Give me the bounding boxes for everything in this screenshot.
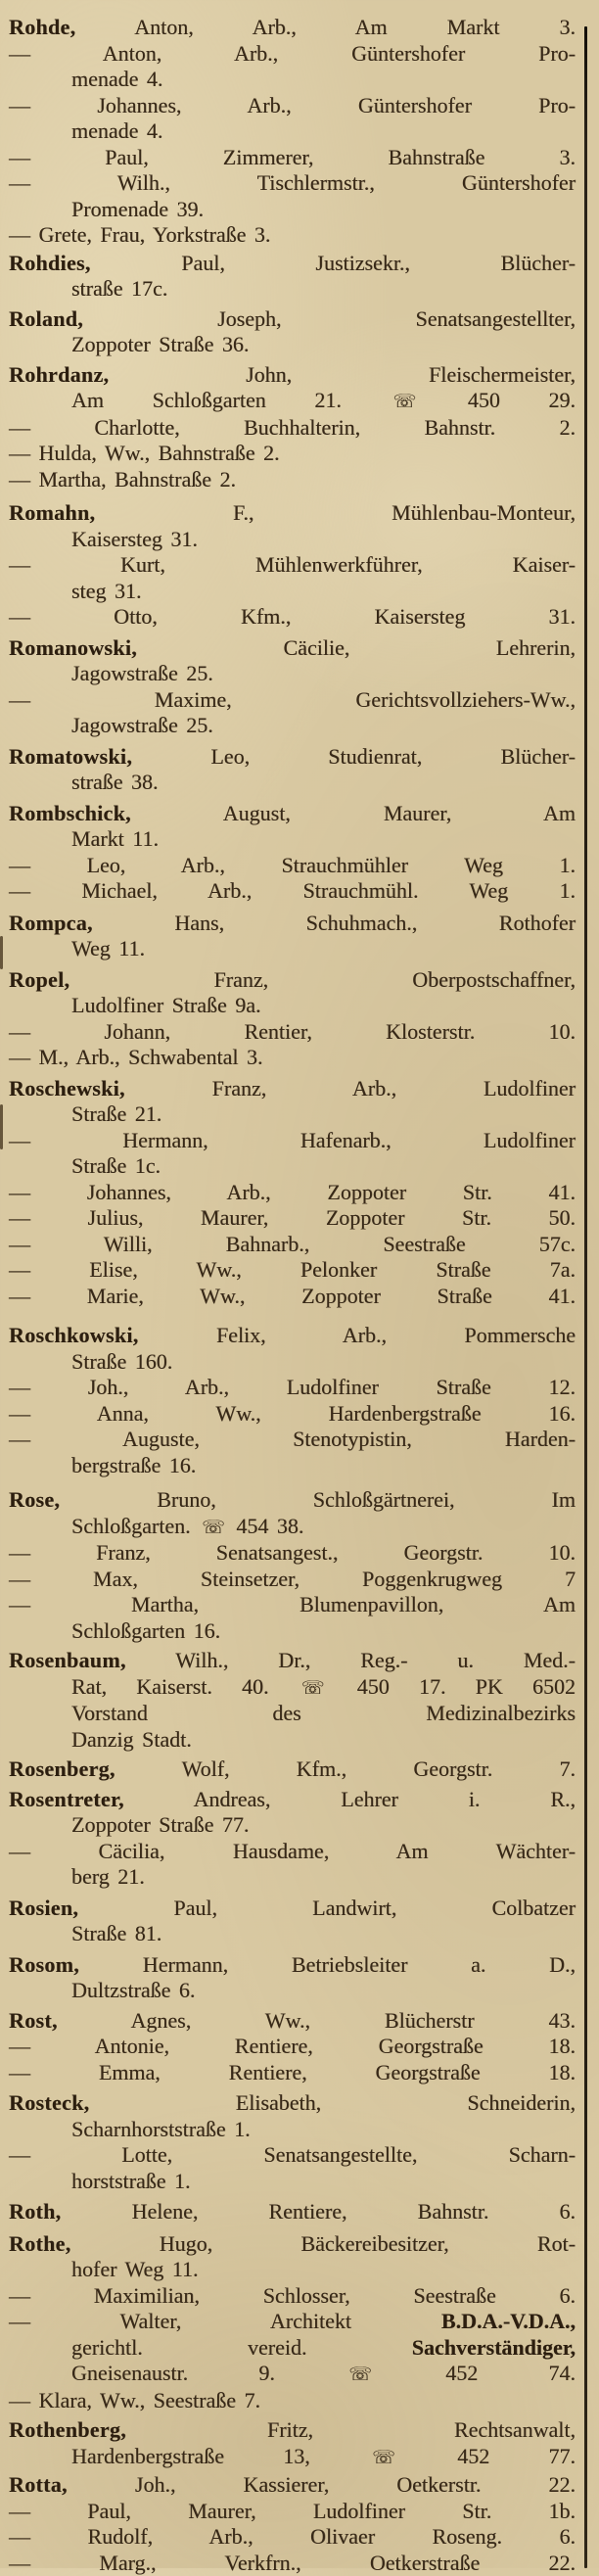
entry-text: Wolf, Kfm., Georgstr. 7. xyxy=(115,1756,576,1781)
entry-text: Scharnhorststraße 1. xyxy=(71,2117,251,2141)
entry-head-line xyxy=(9,1487,576,1514)
entry-text: Hans, Schuhmach., Rothofer xyxy=(93,911,576,935)
entry-continuation-line xyxy=(9,527,576,553)
entry-text: Promenade 39. xyxy=(71,197,204,221)
surname-text: Rotta, xyxy=(9,2472,68,2497)
entry-text: — Willi, Bahnarb., Seestraße 57c. xyxy=(9,1232,576,1256)
entry-dash-line xyxy=(9,2142,576,2169)
surname-text: Rombschick, xyxy=(9,801,131,825)
entry-text: 452 77. xyxy=(398,2444,576,2468)
surname-text: Roschkowski, xyxy=(9,1323,139,1347)
entry-head-line xyxy=(9,1648,576,1674)
entry-head-line xyxy=(9,967,576,994)
entry-head-line xyxy=(9,500,576,527)
entry-text: August, Maurer, Am xyxy=(131,801,576,825)
entry-text: Franz, Oberpostschaffner, xyxy=(69,967,576,992)
entry-dash-line xyxy=(9,93,576,119)
entry-head-line xyxy=(9,2008,576,2035)
entry-text: Elisabeth, Schneiderin, xyxy=(89,2090,576,2115)
entry-continuation-line xyxy=(9,1453,576,1479)
entry-text: Zoppoter Straße 36. xyxy=(71,332,249,356)
entry-text: berg 21. xyxy=(71,1864,145,1889)
entry-text: — Kurt, Mühlenwerkführer, Kaiser- xyxy=(9,552,576,577)
entry-text: — Antonie, Rentiere, Georgstraße 18. xyxy=(9,2034,576,2058)
entry-dash-line xyxy=(9,1427,576,1453)
entry-text: gerichtl. vereid. xyxy=(71,2335,412,2360)
entry-text: 452 74. xyxy=(375,2361,576,2385)
entry-continuation-line xyxy=(9,388,576,415)
entry-text: 450 17. PK 6502 xyxy=(328,1674,576,1699)
surname-text: Rothe, xyxy=(9,2231,71,2256)
entry-text: — Johannes, Arb., Güntershofer Pro- xyxy=(9,93,576,117)
entry-continuation-line xyxy=(9,826,576,853)
entry-continuation-line xyxy=(9,2444,576,2471)
entry-text: hofer Weg 11. xyxy=(71,2257,198,2281)
entry-text: steg 31. xyxy=(71,579,141,603)
entry-text: — Maxime, Gerichtsvollziehers-Ww., xyxy=(9,687,576,712)
entry-text: 450 29. xyxy=(419,388,576,412)
entry-dash-line xyxy=(9,604,576,631)
entry-continuation-line xyxy=(9,1674,576,1702)
entry-text: Jagowstraße 25. xyxy=(71,661,213,685)
entry-text: — Joh., Arb., Ludolfiner Straße 12. xyxy=(9,1375,576,1399)
entry-head-line xyxy=(9,2199,576,2225)
entry-text: Anton, Arb., Am Markt 3. xyxy=(75,15,576,39)
entry-text: — Rudolf, Arb., Olivaer Roseng. 6. xyxy=(9,2524,576,2549)
surname-text: Rosteck, xyxy=(9,2090,89,2115)
entry-text: Straße 21. xyxy=(71,1101,161,1126)
entry-continuation-line xyxy=(9,993,576,1019)
entry-dash-line xyxy=(9,1045,576,1071)
phone-icon: ☏ xyxy=(369,2447,398,2468)
entry-head-line xyxy=(9,1896,576,1922)
entry-head-line xyxy=(9,1076,576,1102)
entry-continuation-line xyxy=(9,67,576,93)
surname-text: Rohde, xyxy=(9,15,75,39)
entry-text: Gneisenaustr. 9. xyxy=(71,2361,346,2385)
entry-text: Franz, Arb., Ludolfiner xyxy=(125,1076,576,1101)
entry-text: menade 4. xyxy=(71,67,162,91)
entry-head-line xyxy=(9,635,576,662)
entry-dash-line xyxy=(9,1839,576,1865)
surname-text: Roland, xyxy=(9,306,83,331)
entry-text: Rat, Kaiserst. 40. xyxy=(71,1674,299,1699)
entry-continuation-line xyxy=(9,118,576,145)
entry-continuation-line xyxy=(9,1101,576,1128)
entry-head-line xyxy=(9,2090,576,2117)
entry-text: — Paul, Maurer, Ludolfiner Str. 1b. xyxy=(9,2499,576,2523)
entry-text: — Leo, Arb., Strauchmühler Weg 1. xyxy=(9,853,576,877)
entry-dash-line xyxy=(9,415,576,442)
entry-text: — Paul, Zimmerer, Bahnstraße 3. xyxy=(9,145,576,169)
entry-dash-line xyxy=(9,1180,576,1206)
surname-text: Ropel, xyxy=(9,967,69,992)
entry-dash-line xyxy=(9,1592,576,1618)
entry-continuation-line xyxy=(9,1153,576,1180)
entry-dash-line xyxy=(9,2283,576,2310)
entry-head-line xyxy=(9,251,576,277)
entry-text: — Otto, Kfm., Kaisersteg 31. xyxy=(9,604,576,629)
entry-text: — Maximilian, Schlosser, Seestraße 6. xyxy=(9,2283,576,2308)
entry-continuation-line xyxy=(9,2361,576,2388)
entry-text: Cäcilie, Lehrerin, xyxy=(137,635,576,660)
entry-text: — Emma, Rentiere, Georgstraße 18. xyxy=(9,2060,576,2084)
entry-text: 454 38. xyxy=(228,1514,304,1538)
entry-text: Andreas, Lehrer i. R., xyxy=(124,1787,576,1811)
entry-text: menade 4. xyxy=(71,118,162,143)
entry-head-line xyxy=(9,744,576,771)
entry-text: — Grete, Frau, Yorkstraße 3. xyxy=(9,222,270,247)
entry-continuation-line xyxy=(9,1921,576,1947)
surname-text: Rompca, xyxy=(9,911,93,935)
entry-continuation-line xyxy=(9,332,576,358)
entry-text: Agnes, Ww., Blücherstr 43. xyxy=(58,2008,576,2033)
entry-continuation-line xyxy=(9,1701,576,1727)
entry-text: F., Mühlenbau-Monteur, xyxy=(95,500,576,525)
entry-continuation-line xyxy=(9,197,576,223)
entry-text: — Charlotte, Buchhalterin, Bahnstr. 2. xyxy=(9,415,576,440)
surname-text: Rosien, xyxy=(9,1896,78,1920)
entry-continuation-line xyxy=(9,1514,576,1541)
entry-text: Wilh., Dr., Reg.- u. Med.- xyxy=(126,1648,576,1672)
entry-text: Markt 11. xyxy=(71,826,159,851)
surname-text: Rose, xyxy=(9,1487,60,1512)
surname-text: Romahn, xyxy=(9,500,95,525)
entry-dash-line xyxy=(9,1375,576,1401)
entry-text: Schloßgarten. xyxy=(71,1514,199,1538)
entry-text: — Wilh., Tischlermstr., Güntershofer xyxy=(9,170,576,195)
entry-dash-line xyxy=(9,552,576,579)
surname-text: Rohrdanz, xyxy=(9,362,109,387)
entry-continuation-line xyxy=(9,1864,576,1891)
entry-text: — Marie, Ww., Zoppoter Straße 41. xyxy=(9,1284,576,1308)
surname-text: Rosom, xyxy=(9,1952,79,1977)
phone-icon: ☏ xyxy=(199,1517,228,1538)
entry-text: Danzig Stadt. xyxy=(71,1727,192,1752)
entry-text: — Johannes, Arb., Zoppoter Str. 41. xyxy=(9,1180,576,1204)
entry-continuation-line xyxy=(9,1618,576,1645)
surname-text: Rost, xyxy=(9,2008,58,2033)
surname-text: Romatowski, xyxy=(9,744,132,769)
entry-continuation-line xyxy=(9,2257,576,2283)
entry-text: Weg 11. xyxy=(71,936,145,960)
entry-text: — Elise, Ww., Pelonker Straße 7a. xyxy=(9,1257,576,1282)
entry-text: Hugo, Bäckereibesitzer, Rot- xyxy=(71,2231,576,2256)
entry-head-line xyxy=(9,2231,576,2258)
entry-dash-line xyxy=(9,1567,576,1593)
surname-text: Romanowski, xyxy=(9,635,137,660)
entry-text: — Anna, Ww., Hardenbergstraße 16. xyxy=(9,1401,576,1426)
entry-text: horststraße 1. xyxy=(71,2169,191,2193)
surname-text: Rosentreter, xyxy=(9,1787,124,1811)
entry-text: bergstraße 16. xyxy=(71,1453,196,1477)
entry-head-line xyxy=(9,306,576,333)
entry-text: John, Fleischermeister, xyxy=(109,362,576,387)
entry-dash-line xyxy=(9,878,576,905)
entry-text: straße 38. xyxy=(71,770,159,794)
surname-text: Roth, xyxy=(9,2199,61,2224)
entry-text: — Auguste, Stenotypistin, Harden- xyxy=(9,1427,576,1451)
entry-continuation-line xyxy=(9,713,576,739)
entry-text: Fritz, Rechtsanwalt, xyxy=(126,2417,576,2442)
entry-text: Paul, Justizsekr., Blücher- xyxy=(91,251,576,275)
phone-icon: ☏ xyxy=(346,2364,375,2385)
entry-text: — Walter, Architekt xyxy=(9,2309,441,2333)
entry-text: Straße 1c. xyxy=(71,1153,161,1178)
entry-text: Dultzstraße 6. xyxy=(71,1978,195,2002)
entry-continuation-line xyxy=(9,770,576,796)
entry-head-line xyxy=(9,2472,576,2499)
entry-head-line xyxy=(9,1323,576,1349)
entry-text: — Martha, Bahnstraße 2. xyxy=(9,467,236,492)
surname-text: Rothenberg, xyxy=(9,2417,126,2442)
entry-text: — Max, Steinsetzer, Poggenkrugweg 7 xyxy=(9,1567,576,1591)
entry-text: Straße 81. xyxy=(71,1921,161,1945)
entry-text: Joseph, Senatsangestellter, xyxy=(83,306,576,331)
entry-dash-line xyxy=(9,170,576,197)
entry-text: Zoppoter Straße 77. xyxy=(71,1812,249,1837)
entry-head-line xyxy=(9,1787,576,1813)
entry-dash-line xyxy=(9,222,576,249)
entry-dash-line xyxy=(9,1128,576,1154)
entry-continuation-line xyxy=(9,1978,576,2004)
surname-text: Rosenberg, xyxy=(9,1756,115,1781)
entry-dash-line xyxy=(9,2309,576,2335)
entry-text: — Lotte, Senatsangestellte, Scharn- xyxy=(9,2142,576,2167)
entry-dash-line xyxy=(9,2551,576,2576)
entry-text: — Franz, Senatsangest., Georgstr. 10. xyxy=(9,1540,576,1565)
entry-dash-line xyxy=(9,1401,576,1428)
entry-text: — Johann, Rentier, Klosterstr. 10. xyxy=(9,1019,576,1044)
entry-text: straße 17c. xyxy=(71,276,167,301)
surname-text: Rosenbaum, xyxy=(9,1648,126,1672)
entry-continuation-line xyxy=(9,2117,576,2143)
phone-icon: ☏ xyxy=(390,391,419,412)
entry-text: — Julius, Maurer, Zoppoter Str. 50. xyxy=(9,1205,576,1230)
entry-text: — Klara, Ww., Seestraße 7. xyxy=(9,2388,260,2412)
entry-head-line xyxy=(9,2417,576,2444)
entry-continuation-line xyxy=(9,661,576,687)
entry-text: — Martha, Blumenpavillon, Am xyxy=(9,1592,576,1616)
entry-head-line xyxy=(9,362,576,389)
entry-dash-line xyxy=(9,2524,576,2551)
entry-continuation-line xyxy=(9,936,576,962)
entry-text: — Marg., Verkfrn., Oetkerstraße 22. xyxy=(9,2551,576,2575)
entry-dash-line xyxy=(9,1284,576,1310)
entry-continuation-line xyxy=(9,1812,576,1839)
entry-continuation-line xyxy=(9,2169,576,2195)
entry-dash-line xyxy=(9,853,576,879)
entry-head-line xyxy=(9,15,576,41)
phone-icon: ☏ xyxy=(299,1677,328,1699)
entry-continuation-line xyxy=(9,276,576,303)
entry-text: Schloßgarten 16. xyxy=(71,1618,220,1643)
entry-text: — Anton, Arb., Güntershofer Pro- xyxy=(9,41,576,66)
entry-text: Jagowstraße 25. xyxy=(71,713,213,737)
entry-dash-line xyxy=(9,2388,576,2414)
entry-text: — M., Arb., Schwabental 3. xyxy=(9,1045,262,1069)
entry-text: Bruno, Schloßgärtnerei, Im xyxy=(60,1487,576,1512)
entry-text: Am Schloßgarten 21. xyxy=(71,388,390,412)
directory-column xyxy=(9,15,576,2576)
entry-dash-line xyxy=(9,1205,576,1232)
entry-text: Kaisersteg 31. xyxy=(71,527,198,551)
scan-artifact xyxy=(0,936,3,969)
entry-text: Felix, Arb., Pommersche xyxy=(139,1323,576,1347)
entry-head-line xyxy=(9,1756,576,1783)
surname-text: Rohdies, xyxy=(9,251,91,275)
entry-text: Ludolfiner Straße 9a. xyxy=(71,993,261,1017)
surname-text: Sachverständiger, xyxy=(412,2335,576,2360)
entry-text: Paul, Landwirt, Colbatzer xyxy=(78,1896,576,1920)
column-divider-rule xyxy=(584,26,587,2568)
entry-head-line xyxy=(9,1952,576,1979)
entry-text: Straße 160. xyxy=(71,1349,172,1374)
entry-dash-line xyxy=(9,1540,576,1567)
entry-dash-line xyxy=(9,441,576,467)
entry-continuation-line xyxy=(9,1727,576,1754)
surname-text: Roschewski, xyxy=(9,1076,125,1101)
entry-text: — Hulda, Ww., Bahnstraße 2. xyxy=(9,441,280,465)
entry-text: — Cäcilia, Hausdame, Am Wächter- xyxy=(9,1839,576,1863)
entry-head-line xyxy=(9,911,576,937)
entry-text: — Michael, Arb., Strauchmühl. Weg 1. xyxy=(9,878,576,903)
entry-dash-line xyxy=(9,467,576,493)
entry-text: Hardenbergstraße 13, xyxy=(71,2444,369,2468)
entry-text: Helene, Rentiere, Bahnstr. 6. xyxy=(61,2199,576,2224)
entry-dash-line xyxy=(9,2034,576,2060)
entry-dash-line xyxy=(9,2060,576,2086)
entry-text: Vorstand des Medizinalbezirks xyxy=(71,1701,576,1725)
entry-continuation-line xyxy=(9,1349,576,1376)
entry-continuation-line xyxy=(9,579,576,605)
entry-head-line xyxy=(9,801,576,827)
entry-text: — Hermann, Hafenarb., Ludolfiner xyxy=(9,1128,576,1152)
scan-artifact xyxy=(0,1104,3,1149)
entry-dash-line xyxy=(9,41,576,68)
entry-dash-line xyxy=(9,2499,576,2525)
entry-dash-line xyxy=(9,1257,576,1284)
entry-dash-line xyxy=(9,687,576,714)
entry-dash-line xyxy=(9,145,576,171)
entry-text: Leo, Studienrat, Blücher- xyxy=(132,744,576,769)
entry-text: Hermann, Betriebsleiter a. D., xyxy=(79,1952,576,1977)
entry-text: Joh., Kassierer, Oetkerstr. 22. xyxy=(68,2472,576,2497)
entry-dash-line xyxy=(9,1232,576,1258)
entry-continuation-line xyxy=(9,2335,576,2362)
entry-dash-line xyxy=(9,1019,576,1046)
surname-text: B.D.A.-V.D.A., xyxy=(441,2309,576,2333)
